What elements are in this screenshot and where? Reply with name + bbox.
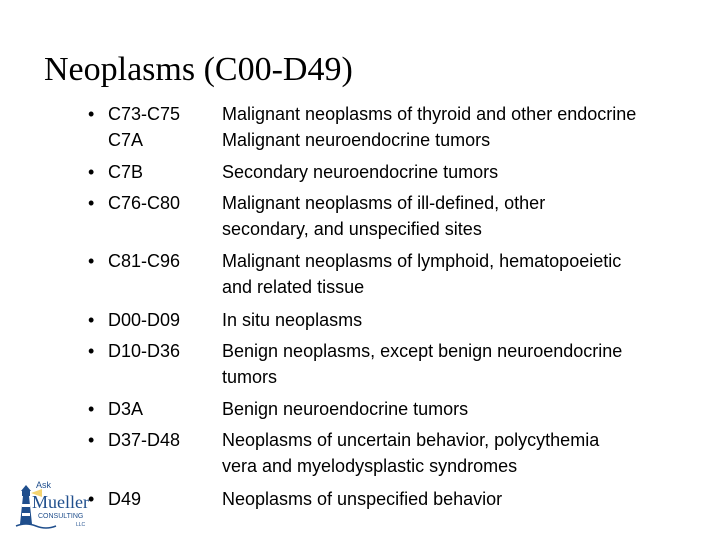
logo-text: Mueller [32, 492, 89, 512]
bullet: • [88, 341, 95, 361]
code-label: C76-C80 [108, 193, 181, 213]
bullet: • [88, 251, 95, 271]
description-line: tumors [222, 367, 278, 387]
slide-title: Neoplasms (C00-D49) [44, 51, 353, 88]
description [222, 427, 702, 479]
bullet: • [88, 162, 95, 182]
code-sublabel: C7A [108, 130, 144, 150]
description-line: Benign neuroendocrine tumors [222, 399, 469, 419]
description-line: Neoplasms of unspecified behavior [222, 489, 503, 509]
description [222, 396, 702, 422]
bullet: • [88, 399, 95, 419]
logo-text: CONSULTING [38, 513, 84, 520]
code-label: C7B [108, 162, 144, 182]
description-line: Benign neoplasms, except benign neuroendocrine [222, 341, 623, 361]
bullet: • [88, 193, 95, 213]
description-line: secondary, and unspecified sites [222, 219, 482, 239]
logo-text: LLC [76, 522, 86, 528]
code-label: D00-D09 [108, 310, 181, 330]
description [222, 307, 702, 333]
bullet: • [88, 104, 95, 124]
description-line: Neoplasms of uncertain behavior, polycythemia [222, 430, 600, 450]
description [222, 101, 702, 153]
description-line: and related tissue [222, 277, 365, 297]
bullet: • [88, 430, 95, 450]
description-line: In situ neoplasms [222, 310, 363, 330]
code-label: D37-D48 [108, 430, 181, 450]
code-label: C81-C96 [108, 251, 181, 271]
description-line: Malignant neuroendocrine tumors [222, 130, 491, 150]
company-logo [14, 476, 96, 530]
description [222, 248, 702, 300]
code-label: D10-D36 [108, 341, 181, 361]
logo-text: Ask [36, 480, 52, 490]
description [222, 159, 702, 185]
description-line: Malignant neoplasms of lymphoid, hematopoeietic [222, 251, 622, 271]
bullet: • [88, 310, 95, 330]
description [222, 190, 702, 242]
code-label: D49 [108, 489, 142, 509]
description [222, 338, 702, 390]
code-label: C73-C75 [108, 104, 181, 124]
bullet: • [88, 489, 95, 509]
description-line: Malignant neoplasms of ill-defined, other [222, 193, 546, 213]
description-line: Secondary neuroendocrine tumors [222, 162, 499, 182]
description-line: Malignant neoplasms of thyroid and other endocrine [222, 104, 637, 124]
description-line: vera and myelodysplastic syndromes [222, 456, 518, 476]
description [222, 486, 702, 512]
code-label: D3A [108, 399, 144, 419]
